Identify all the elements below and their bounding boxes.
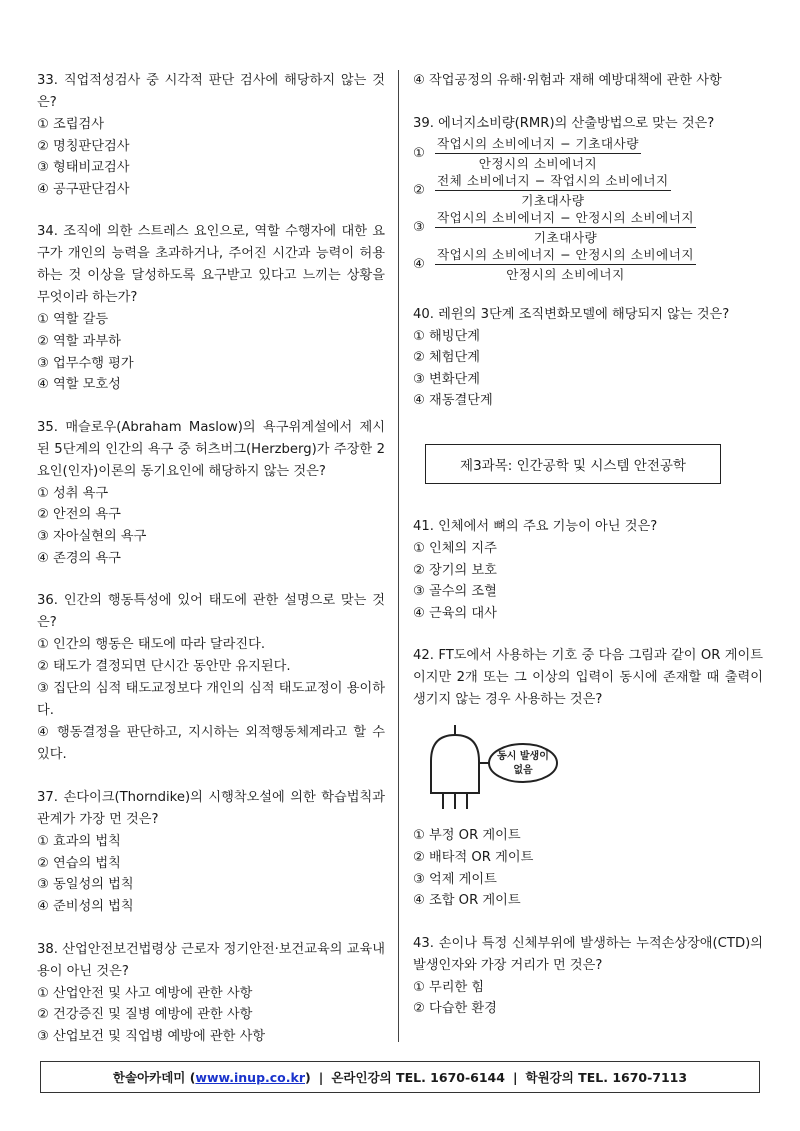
option: ① 인체의 지주 bbox=[413, 540, 497, 556]
option: ① 부정 OR 게이트 bbox=[413, 828, 521, 844]
fraction-option bbox=[413, 246, 763, 283]
question-34 bbox=[37, 221, 385, 395]
option: ③ 산업보건 및 직업병 예방에 관한 사항 bbox=[37, 1028, 266, 1044]
option: ③ 형태비교검사 bbox=[37, 160, 130, 176]
footer-separator: | bbox=[318, 1069, 324, 1085]
question-37 bbox=[37, 787, 385, 917]
question-text: 43. 손이나 특정 신체부위에 발생하는 누적손상장애(CTD)의 발생인자와 가장 거리가 먼 것은? bbox=[413, 935, 763, 973]
exclusive-or-gate-figure bbox=[413, 723, 563, 813]
option: ① 무리한 힘 bbox=[413, 979, 485, 995]
academy-name: 한솔아카데미 ( bbox=[112, 1070, 196, 1085]
figure-label: 동시 발생이 bbox=[497, 751, 549, 763]
option: ③ 자아실현의 욕구 bbox=[37, 528, 147, 544]
right-column bbox=[413, 70, 763, 1020]
figure-label: 없음 bbox=[513, 765, 533, 777]
fraction bbox=[435, 210, 696, 245]
option: ④ 행동결정을 판단하고, 지시하는 외적행동체계라고 할 수 있다. bbox=[37, 725, 385, 763]
denominator: 안정시의 소비에너지 bbox=[506, 266, 625, 282]
numerator: 전체 소비에너지 − 작업시의 소비에너지 bbox=[435, 173, 671, 191]
option: ③ 동일성의 법칙 bbox=[37, 877, 134, 893]
question-text: 35. 매슬로우(Abraham Maslow)의 욕구위계설에서 제시된 5단계의 인간의 욕구 중 허츠버그(Herzberg)가 주장한 2요인(인자)이론의 동기요인에 해당하지 않는 것은? bbox=[37, 419, 385, 479]
option: ④ 조합 OR 게이트 bbox=[413, 893, 521, 909]
question-33 bbox=[37, 70, 385, 200]
option: ③ 억제 게이트 bbox=[413, 871, 497, 887]
footer bbox=[40, 1061, 760, 1093]
question-text: 37. 손다이크(Thorndike)의 시행착오설에 의한 학습법칙과 관계가 가장 먼 것은? bbox=[37, 790, 385, 828]
option: ④ 역할 모호성 bbox=[37, 377, 121, 393]
option: ① 인간의 행동은 태도에 따라 달라진다. bbox=[37, 637, 266, 653]
option: ④ 준비성의 법칙 bbox=[37, 898, 134, 914]
question-40 bbox=[413, 304, 763, 412]
left-column bbox=[37, 70, 385, 1047]
option: ① 효과의 법칙 bbox=[37, 834, 121, 850]
fraction bbox=[435, 173, 671, 208]
question-text: 33. 직업적성검사 중 시각적 판단 검사에 해당하지 않는 것은? bbox=[37, 73, 385, 110]
denominator: 기초대사량 bbox=[533, 229, 598, 245]
question-38 bbox=[37, 939, 385, 1048]
option: ② 배타적 OR 게이트 bbox=[413, 849, 534, 865]
option: ② 연습의 법칙 bbox=[37, 855, 121, 871]
fraction bbox=[435, 247, 696, 282]
option: ① 역할 갈등 bbox=[37, 312, 109, 328]
option-number: ④ bbox=[413, 256, 425, 272]
question-text: 40. 레윈의 3단계 조직변화모델에 해당되지 않는 것은? bbox=[413, 306, 730, 322]
denominator: 안정시의 소비에너지 bbox=[478, 155, 598, 171]
question-41 bbox=[413, 516, 763, 624]
option: ② 체험단계 bbox=[413, 350, 480, 366]
option: ④ 작업공정의 유해·위험과 재해 예방대책에 관한 사항 bbox=[413, 73, 722, 88]
question-36 bbox=[37, 590, 385, 766]
numerator: 작업시의 소비에너지 − 안정시의 소비에너지 bbox=[435, 210, 696, 228]
question-text: 36. 인간의 행동특성에 있어 태도에 관한 설명으로 맞는 것은? bbox=[37, 593, 385, 631]
option: ④ 존경의 욕구 bbox=[37, 550, 121, 566]
numerator: 작업시의 소비에너지 − 기초대사량 bbox=[435, 136, 641, 154]
column-divider bbox=[398, 70, 399, 1042]
question-text: 41. 인체에서 뼈의 주요 기능이 아닌 것은? bbox=[413, 518, 658, 534]
option: ② 태도가 결정되면 단시간 동안만 유지된다. bbox=[37, 659, 291, 675]
option: ③ 집단의 심적 태도교정보다 개인의 심적 태도교정이 용이하다. bbox=[37, 681, 385, 719]
offline-phone: 학원강의 TEL. 1670-7113 bbox=[525, 1070, 688, 1085]
denominator: 기초대사량 bbox=[521, 192, 585, 208]
option-number: ③ bbox=[413, 219, 425, 235]
option: ② 명칭판단검사 bbox=[37, 138, 130, 154]
online-phone: 온라인강의 TEL. 1670-6144 bbox=[331, 1070, 505, 1085]
question-text: 39. 에너지소비량(RMR)의 산출방법으로 맞는 것은? bbox=[413, 115, 715, 131]
option: ② 장기의 보호 bbox=[413, 562, 497, 578]
option: ④ 공구판단검사 bbox=[37, 181, 130, 197]
academy-close: ) bbox=[305, 1069, 311, 1085]
option: ① 산업안전 및 사고 예방에 관한 사항 bbox=[37, 985, 253, 1001]
question-39 bbox=[413, 113, 763, 283]
question-text: 34. 조직에 의한 스트레스 요인으로, 역할 수행자에 대한 요구가 개인의 능력을 초과하거나, 주어진 시간과 능력이 허용하는 것 이상을 달성하도록 요구받고 있다고 느끼는 상황을 무엇이라 하는가? bbox=[37, 224, 385, 306]
footer-separator: | bbox=[512, 1069, 518, 1085]
question-text: 38. 산업안전보건법령상 근로자 정기안전·보건교육의 교육내용이 아닌 것은? bbox=[37, 941, 385, 979]
option-number: ② bbox=[413, 182, 425, 198]
option: ② 건강증진 및 질병 예방에 관한 사항 bbox=[37, 1007, 253, 1023]
question-text: 42. FT도에서 사용하는 기호 중 다음 그림과 같이 OR 게이트이지만 2개 또는 그 이상의 입력이 동시에 존재할 때 출력이 생기지 않는 경우 사용하는 것은? bbox=[413, 648, 763, 708]
question-35 bbox=[37, 417, 385, 569]
option: ③ 변화단계 bbox=[413, 371, 480, 387]
option: ② 역할 과부하 bbox=[37, 333, 121, 349]
option-number: ① bbox=[413, 145, 425, 161]
option: ① 해빙단계 bbox=[413, 328, 480, 344]
option: ① 조립검사 bbox=[37, 117, 104, 132]
question-42 bbox=[413, 645, 763, 911]
condition-ellipse bbox=[489, 744, 557, 782]
fraction-option bbox=[413, 209, 763, 246]
numerator: 작업시의 소비에너지 − 안정시의 소비에너지 bbox=[435, 247, 696, 265]
section-title: 제3과목: 인간공학 및 시스템 안전공학 bbox=[425, 444, 721, 484]
option: ② 다습한 환경 bbox=[413, 1001, 497, 1017]
option: ① 성취 욕구 bbox=[37, 485, 109, 501]
fraction bbox=[435, 136, 641, 171]
option: ② 안전의 욕구 bbox=[37, 507, 121, 523]
gate-shape bbox=[431, 735, 479, 793]
fraction-option bbox=[413, 135, 763, 172]
fraction-option bbox=[413, 172, 763, 209]
option: ③ 업무수행 평가 bbox=[37, 355, 134, 371]
website-link[interactable]: www.inup.co.kr bbox=[195, 1069, 306, 1085]
question-43 bbox=[413, 933, 763, 1020]
option: ④ 근육의 대사 bbox=[413, 605, 497, 621]
option: ④ 재동결단계 bbox=[413, 393, 493, 409]
option: ③ 골수의 조혈 bbox=[413, 584, 497, 600]
